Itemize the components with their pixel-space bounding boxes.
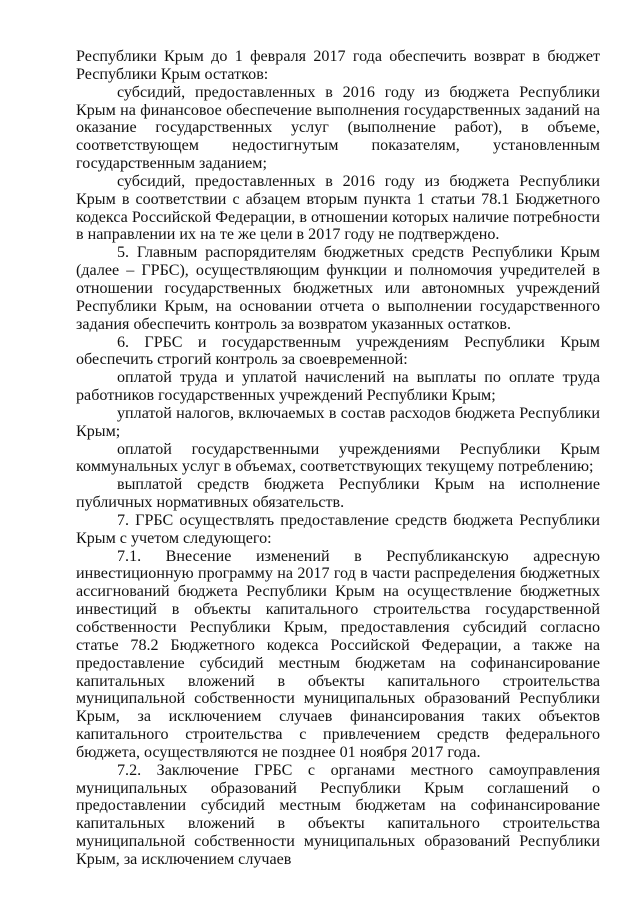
- paragraph-item-6: 6. ГРБС и государственным учреждениям Республики Крым обеспечить строгий контроль за своевременной:: [76, 333, 600, 369]
- paragraph-subsidies-state-tasks: субсидий, предоставленных в 2016 году из бюджета Республики Крым на финансовое обеспечение выполнения государственных заданий на оказание государственных услуг (выполнение работ), в объеме, соответствующем недостигнутым показателям, установленным государственным заданием;: [76, 83, 600, 173]
- paragraph-item-5: 5. Главным распорядителям бюджетных средств Республики Крым (далее – ГРБС), осуществляющим функции и полномочия учредителей в отношении государственных бюджетных или автономных учреждений Республики Крым, на основании отчета о выполнении государственного задания обеспечить контроль за возвратом указанных остатков.: [76, 244, 600, 333]
- paragraph-labor-payment: оплатой труда и уплатой начислений на выплаты по оплате труда работников государственных учреждений Республики Крым;: [76, 369, 600, 405]
- paragraph-item-7-1: 7.1. Внесение изменений в Республиканскую адресную инвестиционную программу на 2017 год в части распределения бюджетных ассигнований бюджета Республики Крым на осуществление бюджетных инвестиций в объекты капитального строительства государственной собственности Республики Крым, предоставления субсидий согласно статье 78.2 Бюджетного кодекса Российской Федерации, а также на предоставление субсидий местным бюджетам на софинансирование капитальных вложений в объекты капитального строительства муниципальной собственности муниципальных образований Республики Крым, за исключением случаев финансирования таких объектов капитального строительства с привлечением средств федерального бюджета, осуществляются не позднее 01 ноября 2017 года.: [76, 547, 600, 761]
- paragraph-item-7: 7. ГРБС осуществлять предоставление средств бюджета Республики Крым с учетом следующего:: [76, 511, 600, 547]
- paragraph-continuation: Республики Крым до 1 февраля 2017 года обеспечить возврат в бюджет Республики Крым остатков:: [76, 48, 600, 83]
- paragraph-taxes: уплатой налогов, включаемых в состав расходов бюджета Республики Крым;: [76, 404, 600, 440]
- paragraph-public-obligations: выплатой средств бюджета Республики Крым на исполнение публичных нормативных обязательств.: [76, 476, 600, 512]
- paragraph-utilities: оплатой государственными учреждениями Республики Крым коммунальных услуг в объемах, соответствующих текущему потреблению;: [76, 440, 600, 476]
- paragraph-subsidies-article-78-1: субсидий, предоставленных в 2016 году из бюджета Республики Крым в соответствии с абзацем вторым пункта 1 статьи 78.1 Бюджетного кодекса Российской Федерации, в отношении которых наличие потребности в направлении их на те же цели в 2017 году не подтверждено.: [76, 172, 600, 244]
- document-page: [76, 48, 600, 869]
- paragraph-item-7-2: 7.2. Заключение ГРБС с органами местного самоуправления муниципальных образований Республики Крым соглашений о предоставлении субсидий местным бюджетам на софинансирование капитальных вложений в объекты капитального строительства муниципальной собственности муниципальных образований Республики Крым, за исключением случаев: [76, 761, 600, 868]
